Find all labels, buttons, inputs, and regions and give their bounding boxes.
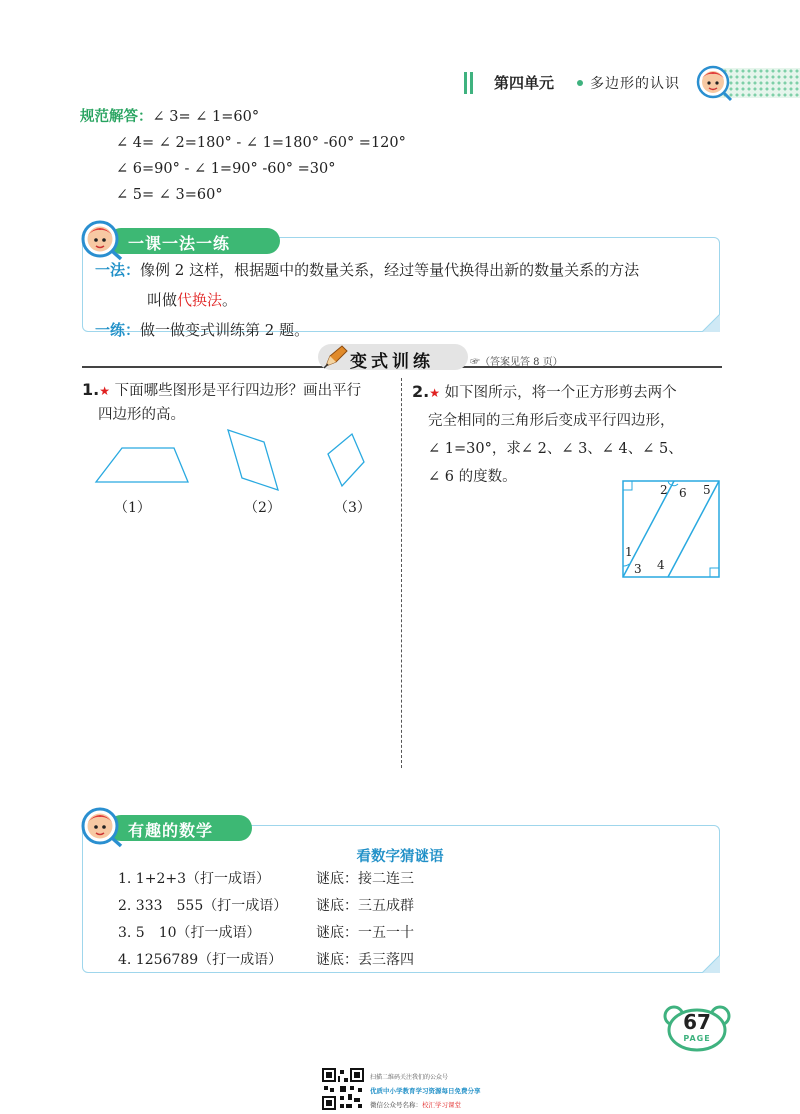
riddle-item xyxy=(118,920,478,947)
footer-line: 优质中小学教育学习资源每日免费分享 xyxy=(370,1087,481,1095)
column-divider xyxy=(401,378,402,768)
angle-label: 4 xyxy=(657,558,665,572)
figure-label: （2） xyxy=(244,500,281,516)
qr-code-icon xyxy=(322,1068,364,1110)
riddle-answer: 谜底：三五成群 xyxy=(316,898,414,914)
question-number: 1. xyxy=(82,380,100,399)
mascot-icon xyxy=(694,64,734,102)
wechat-name: 校汇学习课堂 xyxy=(422,1101,461,1109)
mascot-icon xyxy=(80,806,124,848)
variation-title: 变式训练 xyxy=(350,352,434,372)
figure-parallelogram xyxy=(228,430,278,490)
page-label: PAGE xyxy=(683,1034,711,1043)
angle-label: 1 xyxy=(625,545,633,559)
riddle-question: 1. 1+2+3（打一成语） xyxy=(118,871,270,887)
page-number: 67 xyxy=(683,1010,711,1034)
solution-label: 规范解答： xyxy=(80,109,153,125)
riddle-list xyxy=(118,866,478,974)
angle-label: 6 xyxy=(679,486,687,500)
page-header xyxy=(458,66,800,100)
angle-label: 2 xyxy=(660,483,668,497)
solution-line: ∠ 6=90° - ∠ 1=90° -60° =30° xyxy=(116,161,336,177)
fun-title: 有趣的数学 xyxy=(128,821,214,840)
lian-text: 做一做变式训练第 2 题。 xyxy=(140,321,310,339)
angle-label: 5 xyxy=(703,483,711,497)
figure-label: （3） xyxy=(334,500,371,516)
lian-label: 一练： xyxy=(95,321,141,339)
question-text: ∠ 6 的度数。 xyxy=(428,469,517,485)
question-2 xyxy=(412,378,742,491)
question-number: 2. xyxy=(412,382,430,401)
solution-line: ∠ 3= ∠ 1=60° xyxy=(152,109,260,125)
fa-text: 。 xyxy=(222,291,238,309)
solution-line: ∠ 4= ∠ 2=180° - ∠ 1=180° -60° =120° xyxy=(116,135,406,151)
solution-line: ∠ 5= ∠ 3=60° xyxy=(116,187,223,203)
figure-label: （1） xyxy=(114,500,151,516)
page-fold-icon xyxy=(702,314,720,332)
figure-quadrilateral xyxy=(328,434,364,486)
answer-note: ☞（答案见答 8 页） xyxy=(470,357,563,368)
question-text: 下面哪些图形是平行四边形？画出平行 xyxy=(114,383,362,399)
header-bars xyxy=(464,72,478,94)
riddle-title: 看数字猜谜语 xyxy=(356,849,444,865)
footer-text: 微信公众号名称： xyxy=(370,1101,422,1109)
question-text: 四边形的高。 xyxy=(98,407,185,423)
riddle-item xyxy=(118,893,478,920)
method-title: 一课一法一练 xyxy=(128,234,231,253)
question-text: ∠ 1=30°，求∠ 2、∠ 3、∠ 4、∠ 5、 xyxy=(428,441,683,457)
page-fold-icon xyxy=(702,955,720,973)
fa-label: 一法： xyxy=(95,261,141,279)
riddle-question: 4. 1256789（打一成语） xyxy=(118,952,283,968)
riddle-question: 3. 5 10（打一成语） xyxy=(118,925,261,941)
shape-figures xyxy=(82,420,392,492)
header-dot xyxy=(577,80,583,86)
riddle-answer: 谜底：一五一十 xyxy=(316,925,414,941)
riddle-answer: 谜底：丢三落四 xyxy=(316,952,414,968)
solution-block xyxy=(80,104,406,208)
footer-line xyxy=(370,1100,461,1109)
fa-text: 像例 2 这样，根据题中的数量关系，经过等量代换得出新的数量关系的方法 xyxy=(140,261,640,279)
fa-highlight: 代换法 xyxy=(177,291,223,309)
topic-title: 多边形的认识 xyxy=(590,76,680,92)
riddle-answer: 谜底：接二连三 xyxy=(316,871,414,887)
question-text: 如下图所示，将一个正方形剪去两个 xyxy=(444,385,677,401)
figure-trapezoid xyxy=(96,448,188,482)
riddle-question: 2. 333 555（打一成语） xyxy=(118,898,288,914)
method-content xyxy=(95,255,639,345)
riddle-item xyxy=(118,947,478,974)
question-text: 完全相同的三角形后变成平行四边形， xyxy=(428,413,675,429)
pencil-icon xyxy=(322,344,350,370)
footer-line: 扫描二维码关注我们的公众号 xyxy=(370,1074,449,1081)
square-figure xyxy=(620,478,724,582)
fa-text: 叫做 xyxy=(147,291,178,309)
star-icon: ★ xyxy=(429,386,440,400)
angle-label: 3 xyxy=(634,562,642,576)
unit-title: 第四单元 xyxy=(494,74,555,92)
riddle-item xyxy=(118,866,478,893)
star-icon: ★ xyxy=(99,384,110,398)
